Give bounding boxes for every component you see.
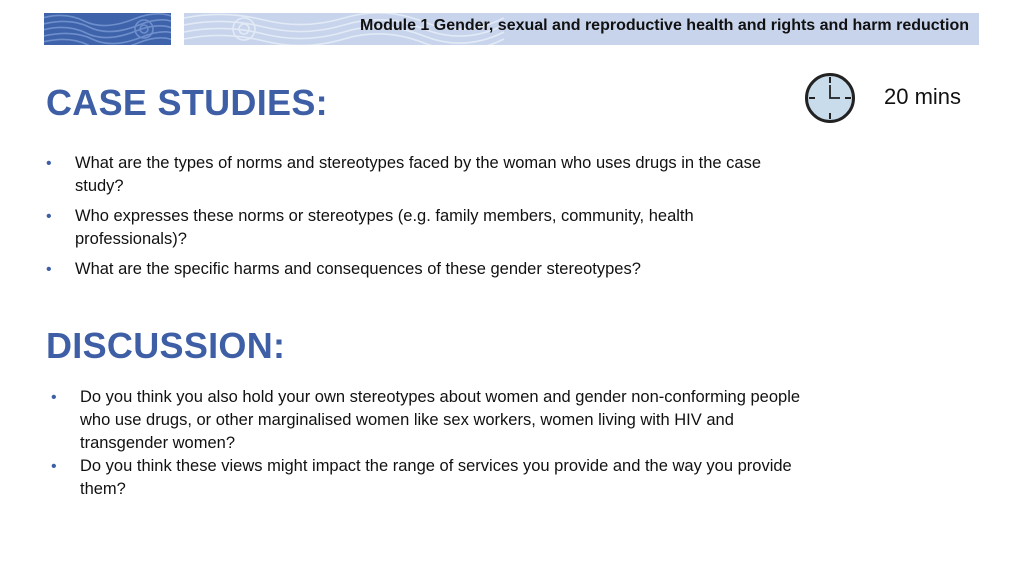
list-item-text: Do you think you also hold your own stereotypes about women and gender non-conforming people who use drugs, or other marginalised women like sex workers, women living with HIV and transgender women? <box>80 388 801 452</box>
bullet-icon: • <box>46 208 52 225</box>
clock-icon <box>804 72 856 124</box>
case-studies-heading: CASE STUDIES: <box>46 82 328 123</box>
banner-pattern-left <box>44 13 171 45</box>
list-item <box>51 386 811 455</box>
bullet-icon: • <box>46 261 52 278</box>
list-item-text: What are the types of norms and stereotypes faced by the woman who uses drugs in the case study? <box>75 154 762 195</box>
bullet-icon: • <box>51 389 57 406</box>
list-item <box>51 455 811 501</box>
list-item <box>46 152 786 198</box>
list-item-text: Who expresses these norms or stereotypes (e.g. family members, community, health professionals)? <box>75 207 694 248</box>
module-title: Module 1 Gender, sexual and reproductive health and rights and harm reduction <box>359 17 969 34</box>
discussion-list <box>51 386 811 501</box>
bullet-icon: • <box>51 458 57 475</box>
list-item <box>46 258 786 281</box>
list-item-text: What are the specific harms and consequences of these gender stereotypes? <box>75 260 641 278</box>
case-studies-list <box>46 152 786 288</box>
list-item <box>46 205 786 251</box>
list-item-text: Do you think these views might impact the range of services you provide and the way you provide them? <box>80 457 792 498</box>
bullet-icon: • <box>46 155 52 172</box>
discussion-heading: DISCUSSION: <box>46 325 286 366</box>
duration-label: 20 mins <box>884 84 962 109</box>
header-banner <box>184 13 979 45</box>
